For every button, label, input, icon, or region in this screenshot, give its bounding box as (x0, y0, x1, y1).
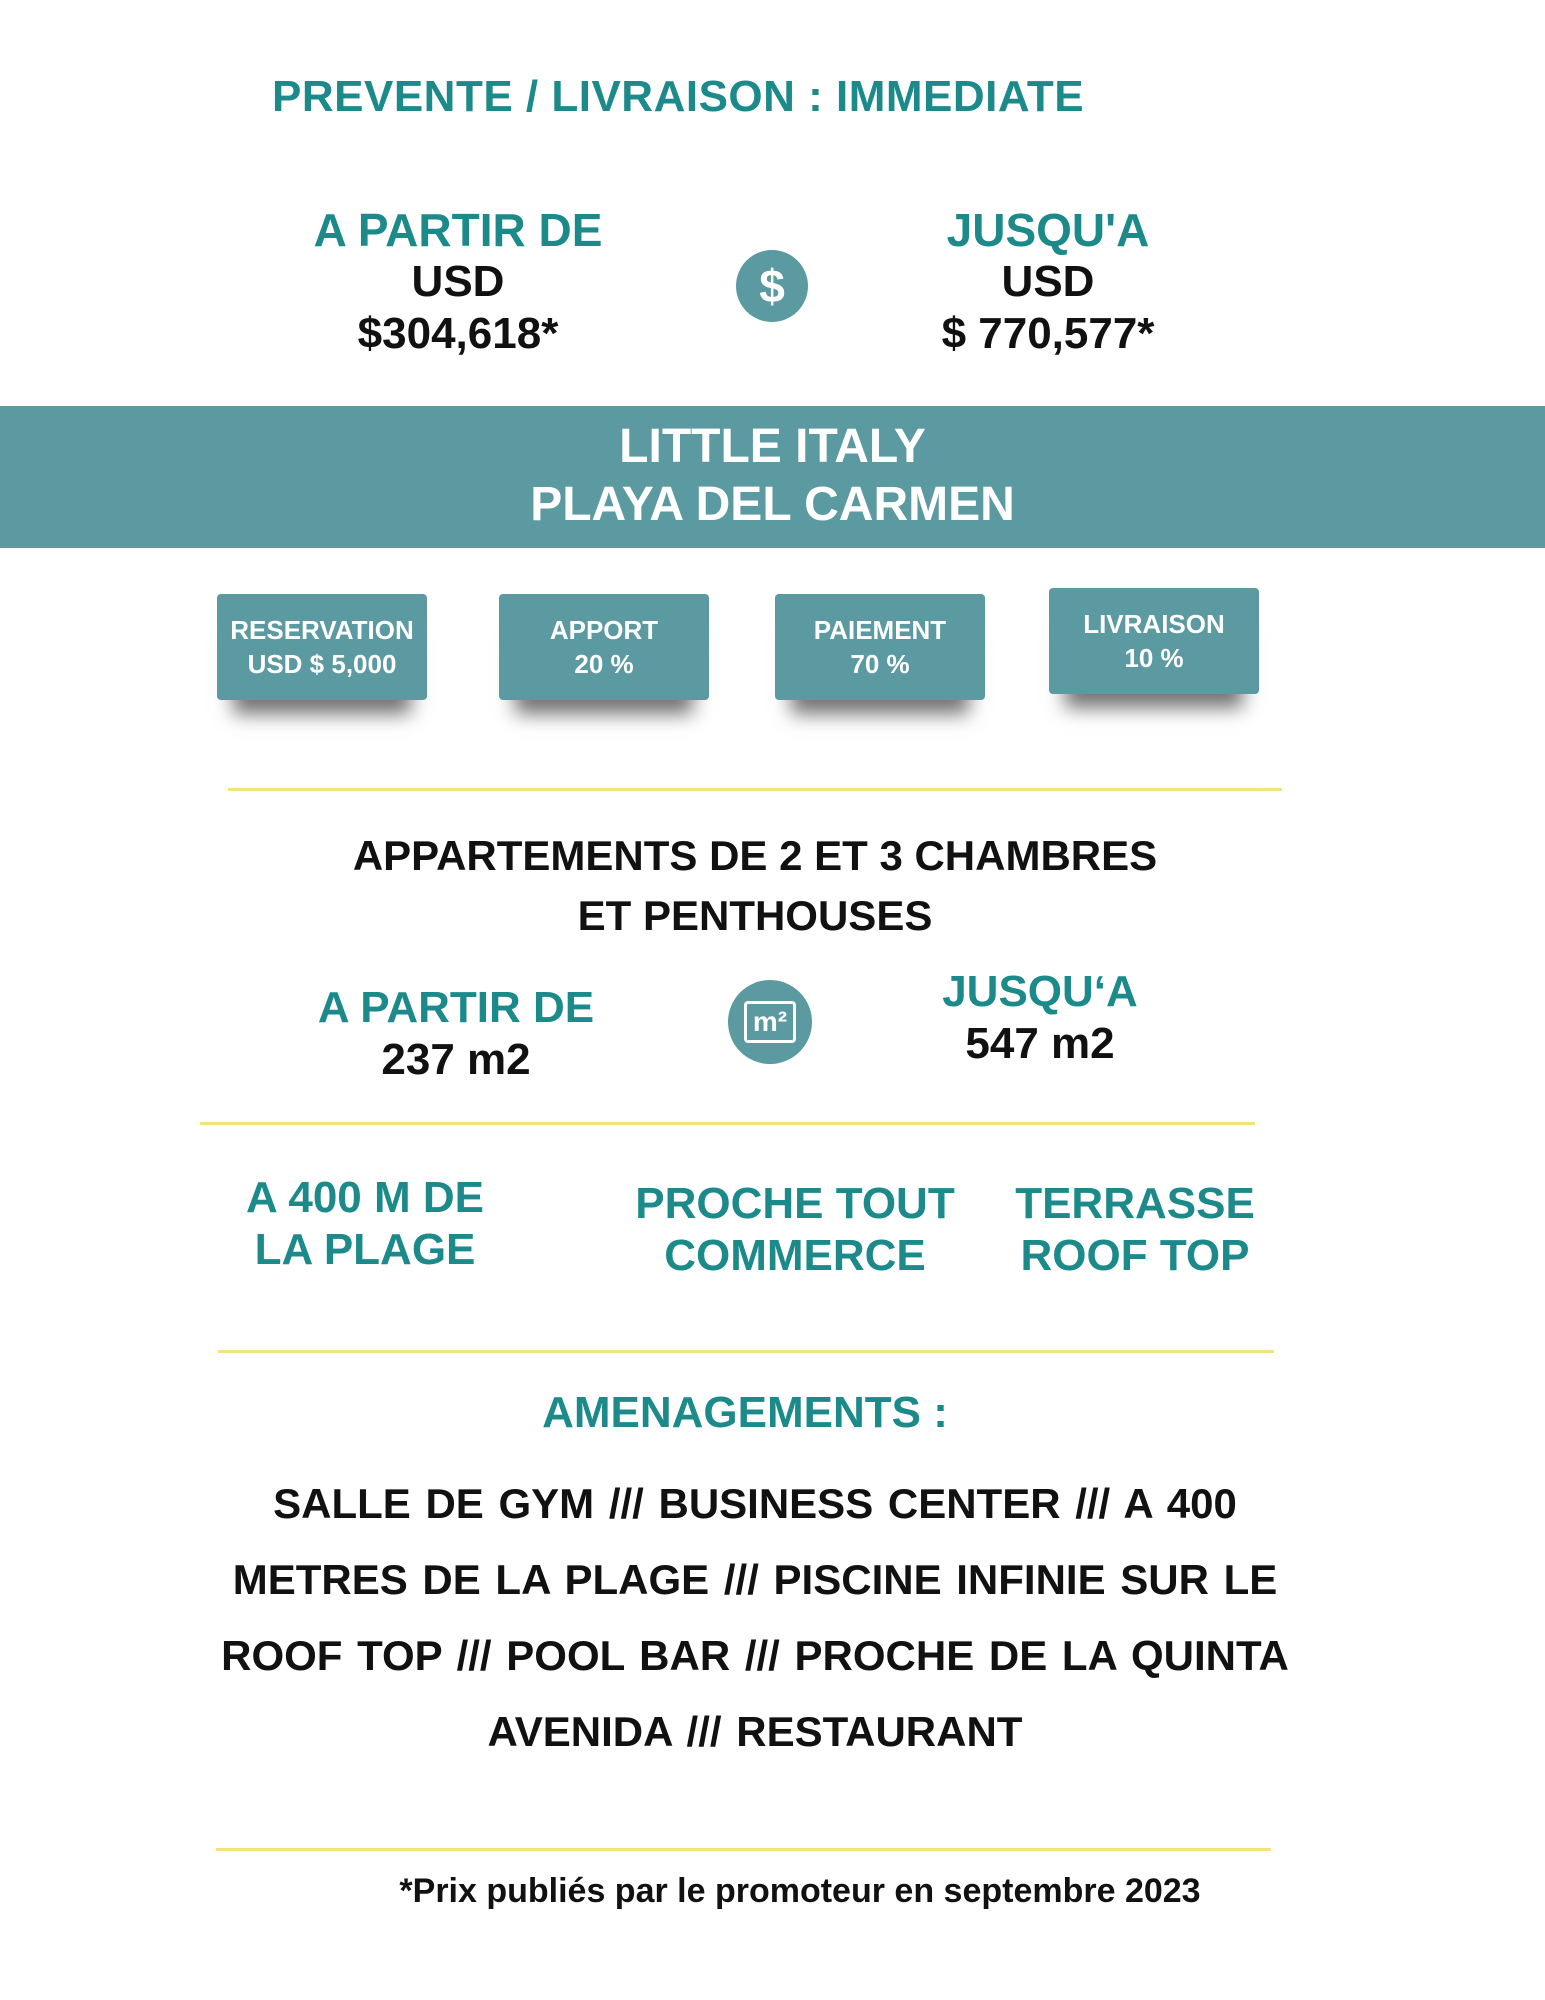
price-to-label: JUSQU'A (946, 204, 1150, 256)
footnote: *Prix publiés par le promoteur en septembre 2023 (399, 1872, 1201, 1910)
price-from-label: A PARTIR DE (313, 204, 603, 256)
payment-box-paiement (775, 594, 985, 700)
payment-value: USD $ 5,000 (247, 649, 397, 679)
feature-line-2: ROOF TOP (1020, 1231, 1250, 1280)
payment-value: 70 % (850, 649, 910, 679)
divider (200, 1122, 1255, 1125)
location-banner (0, 406, 1545, 548)
payment-label: APPORT (549, 615, 659, 645)
feature-line-1: TERRASSE (1015, 1179, 1255, 1228)
payment-box-apport (499, 594, 709, 700)
area-to (860, 966, 1220, 1070)
headline: PREVENTE / LIVRAISON : IMMEDIATE (272, 72, 1085, 121)
area-to-value: 547 m2 (965, 1019, 1115, 1068)
payment-label: RESERVATION (230, 615, 414, 645)
area-to-label: JUSQU‘A (942, 967, 1138, 1016)
price-from-currency: USD (411, 257, 505, 306)
price-to (838, 204, 1258, 360)
divider (218, 1350, 1274, 1353)
payment-value: 10 % (1124, 643, 1184, 673)
apartments-title (300, 826, 1210, 946)
area-from-value: 237 m2 (381, 1035, 531, 1084)
banner-line-1: LITTLE ITALY (619, 420, 926, 473)
price-to-currency: USD (1001, 257, 1095, 306)
price-from (248, 204, 668, 360)
payment-box-reservation (217, 594, 427, 700)
payment-box-livraison (1049, 588, 1259, 694)
feature-rooftop (1000, 1178, 1270, 1282)
feature-commerce (630, 1178, 960, 1282)
amenities-list: SALLE DE GYM /// BUSINESS CENTER /// A 400 METRES DE LA PLAGE /// PISCINE INFINIE SUR LE ROOF TOP /// POOL BAR /// PROCHE DE LA QUINTA AVENIDA /// RESTAURANT (221, 1480, 1289, 1755)
apartments-line-2: ET PENTHOUSES (577, 892, 933, 939)
square-meter-glyph: m² (744, 1001, 796, 1043)
divider (228, 788, 1282, 791)
amenities-title: AMENAGEMENTS : (542, 1388, 948, 1437)
feature-line-2: LA PLAGE (254, 1225, 476, 1274)
area-from (276, 982, 636, 1086)
banner-line-2: PLAYA DEL CARMEN (530, 478, 1015, 531)
square-meter-icon (728, 980, 812, 1064)
feature-line-1: PROCHE TOUT (635, 1179, 955, 1228)
apartments-line-1: APPARTEMENTS DE 2 ET 3 CHAMBRES (352, 832, 1158, 879)
divider (216, 1848, 1271, 1851)
payment-label: PAIEMENT (813, 615, 947, 645)
payment-label: LIVRAISON (1083, 609, 1225, 639)
area-from-label: A PARTIR DE (317, 983, 595, 1032)
feature-line-1: A 400 M DE (245, 1173, 484, 1222)
feature-beach (210, 1172, 520, 1276)
payment-value: 20 % (574, 649, 634, 679)
feature-line-2: COMMERCE (664, 1231, 926, 1280)
price-to-value: $ 770,577* (941, 309, 1155, 358)
price-from-value: $304,618* (357, 309, 559, 358)
dollar-icon: $ (736, 250, 808, 322)
